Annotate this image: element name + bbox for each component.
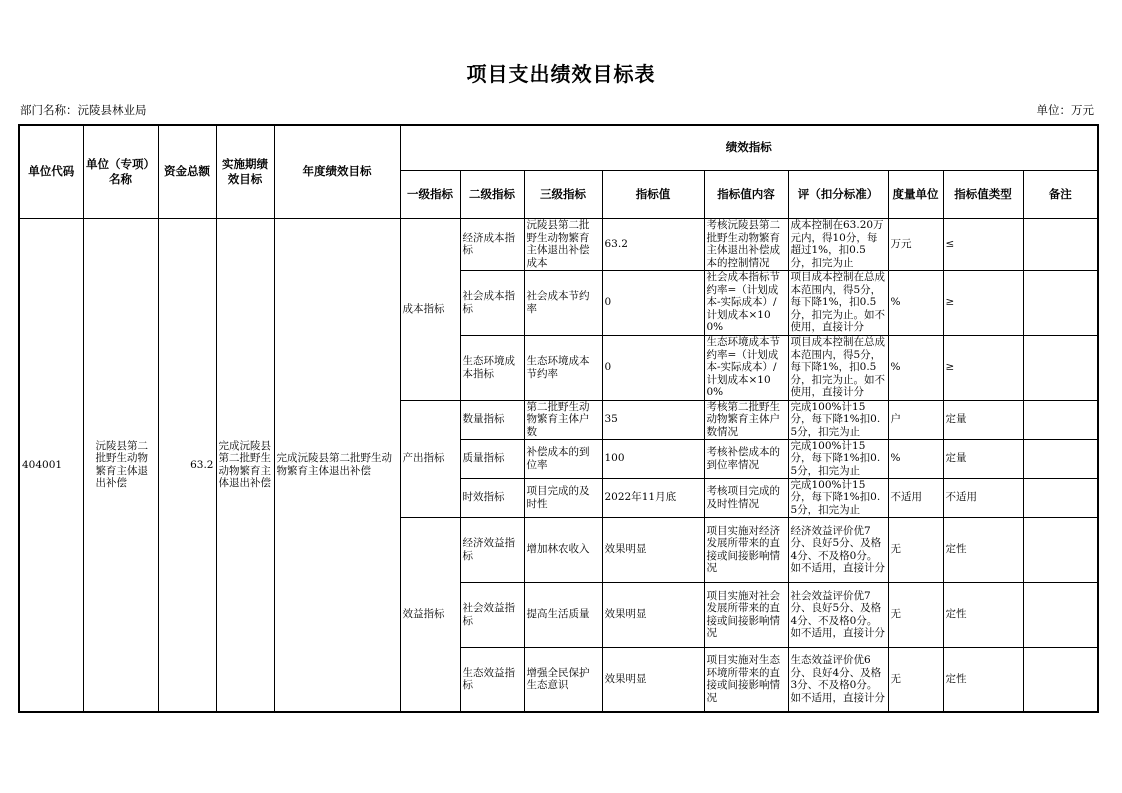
scoring-cell: 项目成本控制在总成本范围内，得5分，每下降1%，扣0.5分，扣完为止。如不使用，直接计分 [788, 270, 888, 335]
level3-cell: 社会成本节约率 [524, 270, 602, 335]
measure-unit-cell: 不适用 [888, 478, 943, 517]
level2-cell: 时效指标 [460, 478, 524, 517]
value-cell: 效果明显 [602, 647, 704, 712]
level1-cell: 效益指标 [400, 517, 460, 712]
level3-cell: 增加林农收入 [524, 517, 602, 582]
remark-cell [1023, 582, 1098, 647]
scoring-cell: 完成100%计15分，每下降1%扣0.5分，扣完为止 [788, 400, 888, 439]
value-cell: 35 [602, 400, 704, 439]
header-level1: 一级指标 [400, 170, 460, 218]
unit-name-cell: 沅陵县第二批野生动物繁育主体退出补偿 [83, 218, 158, 712]
department-name: 部门名称：沅陵县林业局 [20, 103, 147, 117]
level3-cell: 增强全民保护生态意识 [524, 647, 602, 712]
scoring-cell: 生态效益评价优6分、良好4分、及格3分、不及格0分。如不适用，直接计分 [788, 647, 888, 712]
header-remark: 备注 [1023, 170, 1098, 218]
level1-cell: 成本指标 [400, 218, 460, 400]
content-cell: 考核第二批野生动物繁育主体户数情况 [704, 400, 788, 439]
measure-unit-cell: % [888, 270, 943, 335]
header-level3: 三级指标 [524, 170, 602, 218]
scoring-cell: 完成100%计15分，每下降1%扣0.5分，扣完为止 [788, 439, 888, 478]
value-type-cell: 定量 [943, 400, 1023, 439]
value-type-cell: 定性 [943, 647, 1023, 712]
total-funds-cell: 63.2 [158, 218, 216, 712]
measure-unit-cell: 无 [888, 517, 943, 582]
remark-cell [1023, 478, 1098, 517]
header-measure-unit: 度量单位 [888, 170, 943, 218]
measure-unit-cell: % [888, 335, 943, 400]
header-scoring: 评（扣分标准） [788, 170, 888, 218]
header-total-funds: 资金总额 [158, 125, 216, 218]
measure-unit-cell: 万元 [888, 218, 943, 270]
header-unit-code: 单位代码 [19, 125, 83, 218]
value-cell: 0 [602, 270, 704, 335]
remark-cell [1023, 647, 1098, 712]
table-row [19, 218, 1098, 270]
header-impl-goal: 实施期绩效目标 [216, 125, 274, 218]
page-title: 项目支出绩效目标表 [466, 62, 656, 86]
measure-unit-cell: 无 [888, 582, 943, 647]
content-cell: 项目实施对社会发展所带来的直接或间接影响情况 [704, 582, 788, 647]
value-type-cell: 不适用 [943, 478, 1023, 517]
header-perf-indicators: 绩效指标 [400, 125, 1098, 170]
level2-cell: 社会成本指标 [460, 270, 524, 335]
level2-cell: 生态环境成本指标 [460, 335, 524, 400]
header-value-type: 指标值类型 [943, 170, 1023, 218]
remark-cell [1023, 218, 1098, 270]
content-cell: 考核项目完成的及时性情况 [704, 478, 788, 517]
header-annual-goal: 年度绩效目标 [274, 125, 400, 218]
measure-unit-cell: % [888, 439, 943, 478]
value-type-cell: ≥ [943, 270, 1023, 335]
value-cell: 效果明显 [602, 517, 704, 582]
value-type-cell: ≤ [943, 218, 1023, 270]
scoring-cell: 成本控制在63.20万元内，得10分，每超过1%，扣0.5分，扣完为止 [788, 218, 888, 270]
scoring-cell: 完成100%计15分，每下降1%扣0.5分，扣完为止 [788, 478, 888, 517]
level3-cell: 项目完成的及时性 [524, 478, 602, 517]
scoring-cell: 社会效益评价优7分、良好5分、及格4分、不及格0分。如不适用，直接计分 [788, 582, 888, 647]
level2-cell: 经济效益指标 [460, 517, 524, 582]
value-cell: 2022年11月底 [602, 478, 704, 517]
content-cell: 项目实施对生态环境所带来的直接或间接影响情况 [704, 647, 788, 712]
header-content: 指标值内容 [704, 170, 788, 218]
unit-code-cell: 404001 [19, 218, 83, 712]
level2-cell: 质量指标 [460, 439, 524, 478]
content-cell: 考核补偿成本的到位率情况 [704, 439, 788, 478]
value-cell: 效果明显 [602, 582, 704, 647]
remark-cell [1023, 335, 1098, 400]
remark-cell [1023, 270, 1098, 335]
value-type-cell: 定量 [943, 439, 1023, 478]
value-cell: 0 [602, 335, 704, 400]
header-value: 指标值 [602, 170, 704, 218]
remark-cell [1023, 439, 1098, 478]
measure-unit-cell: 户 [888, 400, 943, 439]
value-cell: 100 [602, 439, 704, 478]
impl-goal-cell: 完成沅陵县第二批野生动物繁育主体退出补偿 [216, 218, 274, 712]
performance-target-table [18, 124, 1099, 713]
level3-cell: 提高生活质量 [524, 582, 602, 647]
level3-cell: 生态环境成本节约率 [524, 335, 602, 400]
header-level2: 二级指标 [460, 170, 524, 218]
level3-cell: 第二批野生动物繁育主体户数 [524, 400, 602, 439]
annual-goal-cell: 完成沅陵县第二批野生动物繁育主体退出补偿 [274, 218, 400, 712]
value-type-cell: 定性 [943, 517, 1023, 582]
level3-cell: 沅陵县第二批野生动物繁育主体退出补偿成本 [524, 218, 602, 270]
remark-cell [1023, 400, 1098, 439]
value-cell: 63.2 [602, 218, 704, 270]
level1-cell: 产出指标 [400, 400, 460, 517]
scoring-cell: 项目成本控制在总成本范围内，得5分，每下降1%，扣0.5分，扣完为止。如不使用，直接计分 [788, 335, 888, 400]
remark-cell [1023, 517, 1098, 582]
content-cell: 考核沅陵县第二批野生动物繁育主体退出补偿成本的控制情况 [704, 218, 788, 270]
level2-cell: 数量指标 [460, 400, 524, 439]
measure-unit-cell: 无 [888, 647, 943, 712]
header-unit-name: 单位（专项）名称 [83, 125, 158, 218]
value-type-cell: 定性 [943, 582, 1023, 647]
level2-cell: 经济成本指标 [460, 218, 524, 270]
level2-cell: 社会效益指标 [460, 582, 524, 647]
value-type-cell: ≥ [943, 335, 1023, 400]
content-cell: 项目实施对经济发展所带来的直接或间接影响情况 [704, 517, 788, 582]
content-cell: 生态环境成本节约率=（计划成本-实际成本）/计划成本×100% [704, 335, 788, 400]
content-cell: 社会成本指标节约率=（计划成本-实际成本）/计划成本×100% [704, 270, 788, 335]
currency-unit: 单位：万元 [1036, 103, 1094, 117]
level2-cell: 生态效益指标 [460, 647, 524, 712]
scoring-cell: 经济效益评价优7分、良好5分、及格4分、不及格0分。如不适用，直接计分 [788, 517, 888, 582]
level3-cell: 补偿成本的到位率 [524, 439, 602, 478]
